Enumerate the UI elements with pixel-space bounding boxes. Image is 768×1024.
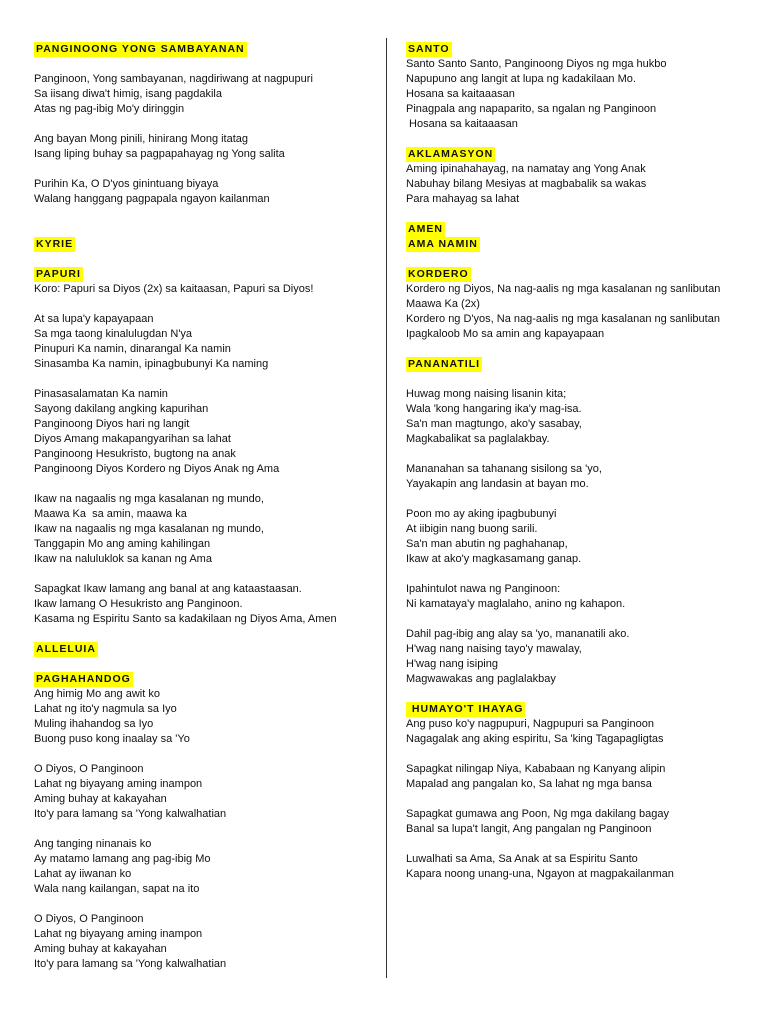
- blank-line: [34, 567, 374, 582]
- lyric-line: Mapalad ang pangalan ko, Sa lahat ng mga bansa: [406, 778, 652, 790]
- section-heading-row: [34, 267, 374, 282]
- lyric-line: Tanggapin Mo ang aming kahilingan: [34, 538, 211, 550]
- blank-line: [34, 627, 374, 642]
- lyric-line: Luwalhati sa Ama, Sa Anak at sa Espiritu Santo: [406, 853, 638, 865]
- blank-line: [406, 492, 756, 507]
- lyric-line: Lahat ng ito'y nagmula sa Iyo: [34, 703, 177, 715]
- lyric-line: Ipahintulot nawa ng Panginoon:: [406, 583, 561, 595]
- lyric-line: Ikaw na naluluklok sa kanan ng Ama: [34, 553, 212, 565]
- lyric-line: Ikaw na nagaalis ng mga kasalanan ng mundo,: [34, 523, 264, 535]
- blank-line: [406, 447, 756, 462]
- lyric-line: Isang liping buhay sa pagpapahayag ng Yong salita: [34, 148, 285, 160]
- lyric-line: Sapagkat Ikaw lamang ang banal at ang kataastaasan.: [34, 583, 302, 595]
- section-heading-row: [34, 642, 374, 657]
- blank-line: [34, 252, 374, 267]
- lyric-line: Ipagkaloob Mo sa amin ang kapayapaan: [406, 328, 605, 340]
- blank-line: [34, 897, 374, 912]
- section-heading: PAPURI: [36, 268, 81, 280]
- section-heading: SANTO: [408, 43, 450, 55]
- section-heading-row: [406, 222, 756, 237]
- section-heading: KYRIE: [36, 238, 74, 250]
- section-heading: KORDERO: [408, 268, 469, 280]
- blank-line: [34, 222, 374, 237]
- section-heading: HUMAYO'T IHAYAG: [408, 703, 524, 715]
- lyric-line: Pinasasalamatan Ka namin: [34, 388, 168, 400]
- lyric-line: Ito'y para lamang sa 'Yong kalwalhatian: [34, 808, 227, 820]
- lyric-line: Wala 'kong hangaring ika'y mag-isa.: [406, 403, 582, 415]
- section-heading-row: [406, 42, 756, 57]
- lyric-line: Yayakapin ang landasin at bayan mo.: [406, 478, 589, 490]
- lyric-line: Panginoon, Yong sambayanan, nagdiriwang at nagpupuri: [34, 73, 313, 85]
- blank-line: [406, 612, 756, 627]
- lyric-line: Sa'n man magtungo, ako'y sasabay,: [406, 418, 582, 430]
- section-heading: PANGINOONG YONG SAMBAYANAN: [36, 43, 245, 55]
- section-heading: ALLELUIA: [36, 643, 96, 655]
- lyric-line: Sapagkat gumawa ang Poon, Ng mga dakilang bagay: [406, 808, 669, 820]
- blank-line: [34, 822, 374, 837]
- lyric-line: Kasama ng Espiritu Santo sa kadakilaan ng Diyos Ama, Amen: [34, 613, 337, 625]
- lyric-line: Koro: Papuri sa Diyos (2x) sa kaitaasan, Papuri sa Diyos!: [34, 283, 314, 295]
- lyric-line: Aming buhay at kakayahan: [34, 943, 167, 955]
- section-heading-row: [34, 672, 374, 687]
- lyric-line: Panginoong Hesukristo, bugtong na anak: [34, 448, 236, 460]
- section-heading: PANANATILI: [408, 358, 481, 370]
- lyric-line: Sa'n man abutin ng paghahanap,: [406, 538, 568, 550]
- blank-line: [406, 567, 756, 582]
- blank-line: [406, 132, 756, 147]
- lyric-line: At sa lupa'y kapayapaan: [34, 313, 154, 325]
- lyric-line: Maawa Ka sa amin, maawa ka: [34, 508, 187, 520]
- lyric-line: Ikaw at ako'y magkasamang ganap.: [406, 553, 582, 565]
- lyric-line: Nagagalak ang aking espiritu, Sa 'king Tagapagligtas: [406, 733, 664, 745]
- lyric-line: Purihin Ka, O D'yos ginintuang biyaya: [34, 178, 219, 190]
- lyric-line: Ang puso ko'y nagpupuri, Nagpupuri sa Panginoon: [406, 718, 654, 730]
- lyric-line: Kordero ng D'yos, Na nag-aalis ng mga kasalanan ng sanlibutan: [406, 313, 720, 325]
- section-heading-row: [406, 702, 756, 717]
- blank-line: [406, 207, 756, 222]
- lyric-line: Ikaw na nagaalis ng mga kasalanan ng mundo,: [34, 493, 264, 505]
- lyric-line: O Diyos, O Panginoon: [34, 913, 144, 925]
- lyric-line: Ang himig Mo ang awit ko: [34, 688, 160, 700]
- blank-line: [34, 657, 374, 672]
- lyric-line: Buong puso kong inaalay sa 'Yo: [34, 733, 190, 745]
- blank-line: [34, 117, 374, 132]
- section-heading-row: [406, 267, 756, 282]
- lyric-line: Poon mo ay aking ipagbubunyi: [406, 508, 557, 520]
- lyric-line: Magkabalikat sa paglalakbay.: [406, 433, 550, 445]
- lyric-line: Aming ipinahahayag, na namatay ang Yong Anak: [406, 163, 646, 175]
- lyric-line: Ang tanging ninanais ko: [34, 838, 152, 850]
- lyric-line: Lahat ng biyayang aming inampon: [34, 928, 203, 940]
- lyric-line: Napupuno ang langit at lupa ng kadakilaan Mo.: [406, 73, 636, 85]
- blank-line: [34, 162, 374, 177]
- blank-line: [406, 687, 756, 702]
- lyric-line: Sa iisang diwa't himig, isang pagdakila: [34, 88, 222, 100]
- section-heading-row: [406, 147, 756, 162]
- lyric-line: Panginoong Diyos hari ng langit: [34, 418, 190, 430]
- lyric-line: Hosana sa kaitaaasan: [406, 88, 515, 100]
- blank-line: [34, 297, 374, 312]
- blank-line: [34, 207, 374, 222]
- lyric-line: Muling ihahandog sa Iyo: [34, 718, 154, 730]
- section-heading-row: [34, 237, 374, 252]
- lyric-line: Santo Santo Santo, Panginoong Diyos ng mga hukbo: [406, 58, 667, 70]
- lyric-line: Ito'y para lamang sa 'Yong kalwalhatian: [34, 958, 227, 970]
- lyric-line: Lahat ng biyayang aming inampon: [34, 778, 203, 790]
- lyric-line: Pinupuri Ka namin, dinarangal Ka namin: [34, 343, 231, 355]
- section-heading: PAGHAHANDOG: [36, 673, 131, 685]
- lyric-line: Sayong dakilang angking kapurihan: [34, 403, 209, 415]
- lyric-line: Lahat ay iiwanan ko: [34, 868, 132, 880]
- blank-line: [406, 342, 756, 357]
- blank-line: [34, 747, 374, 762]
- section-heading: AMA NAMIN: [408, 238, 478, 250]
- section-heading-row: [406, 357, 756, 372]
- lyric-line: Ni kamataya'y maglalaho, anino ng kahapon.: [406, 598, 626, 610]
- lyric-line: O Diyos, O Panginoon: [34, 763, 144, 775]
- blank-line: [34, 372, 374, 387]
- lyric-line: Nabuhay bilang Mesiyas at magbabalik sa wakas: [406, 178, 647, 190]
- lyric-line: Aming buhay at kakayahan: [34, 793, 167, 805]
- lyric-line: At iibigin nang buong sarili.: [406, 523, 538, 535]
- section-heading-row: [406, 237, 756, 252]
- lyric-line: Huwag mong naising lisanin kita;: [406, 388, 567, 400]
- lyric-line: H'wag nang naising tayo'y mawalay,: [406, 643, 582, 655]
- blank-line: [406, 837, 756, 852]
- lyric-line: Pinagpala ang napaparito, sa ngalan ng Panginoon: [406, 103, 657, 115]
- lyric-line: Banal sa lupa't langit, Ang pangalan ng Panginoon: [406, 823, 652, 835]
- blank-line: [34, 477, 374, 492]
- lyric-line: Hosana sa kaitaaasan: [406, 118, 518, 130]
- lyric-line: Sapagkat nilingap Niya, Kababaan ng Kanyang alipin: [406, 763, 666, 775]
- lyric-line: Panginoong Diyos Kordero ng Diyos Anak ng Ama: [34, 463, 280, 475]
- lyric-line: Magwawakas ang paglalakbay: [406, 673, 556, 685]
- lyric-line: Maawa Ka (2x): [406, 298, 480, 310]
- lyric-line: Walang hanggang pagpapala ngayon kailanman: [34, 193, 270, 205]
- lyric-line: Diyos Amang makapangyarihan sa lahat: [34, 433, 231, 445]
- section-heading-row: [34, 42, 374, 57]
- right-column: [406, 42, 756, 882]
- lyric-line: Sinasamba Ka namin, ipinagbubunyi Ka naming: [34, 358, 269, 370]
- lyric-line: Mananahan sa tahanang sisilong sa 'yo,: [406, 463, 602, 475]
- lyric-line: Para mahayag sa lahat: [406, 193, 520, 205]
- blank-line: [406, 792, 756, 807]
- lyric-line: H'wag nang isiping: [406, 658, 498, 670]
- lyric-line: Sa mga taong kinalulugdan N'ya: [34, 328, 193, 340]
- lyric-line: Kapara noong unang-una, Ngayon at magpakailanman: [406, 868, 674, 880]
- blank-line: [34, 57, 374, 72]
- lyric-line: Ay matamo lamang ang pag-ibig Mo: [34, 853, 211, 865]
- lyric-line: Dahil pag-ibig ang alay sa 'yo, mananatili ako.: [406, 628, 630, 640]
- blank-line: [406, 747, 756, 762]
- left-column: [34, 42, 374, 972]
- lyric-line: Ikaw lamang O Hesukristo ang Panginoon.: [34, 598, 243, 610]
- section-heading: AMEN: [408, 223, 443, 235]
- lyric-line: Kordero ng Diyos, Na nag-aalis ng mga kasalanan ng sanlibutan: [406, 283, 721, 295]
- lyric-line: Wala nang kailangan, sapat na ito: [34, 883, 200, 895]
- blank-line: [406, 372, 756, 387]
- column-divider: [386, 38, 387, 978]
- lyric-line: Ang bayan Mong pinili, hinirang Mong itatag: [34, 133, 249, 145]
- blank-line: [406, 252, 756, 267]
- section-heading: AKLAMASYON: [408, 148, 494, 160]
- lyric-line: Atas ng pag-ibig Mo'y diringgin: [34, 103, 185, 115]
